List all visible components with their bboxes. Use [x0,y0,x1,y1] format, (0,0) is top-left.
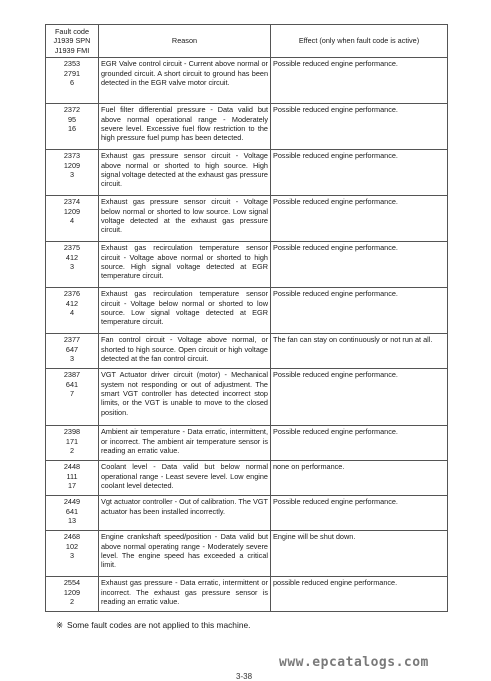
fmi-code: 2 [69,597,75,607]
fault-code-cell [46,58,99,104]
spn-code: 1209 [63,587,81,597]
spn-code: 641 [65,379,79,389]
fault-code-table [45,24,448,612]
header-reason: Reason [99,25,271,58]
fault-code-cell [46,334,99,369]
table-row [46,104,448,150]
effect-cell: Engine will be shut down. [271,531,448,577]
header-fault-code: Fault code J1939 SPN J1939 FMI [46,25,99,58]
fault-code: 2377 [63,335,81,345]
fault-code: 2373 [63,151,81,161]
fmi-code: 3 [69,262,75,272]
fmi-code: 17 [67,481,77,491]
table-row [46,496,448,531]
fmi-code: 4 [69,216,75,226]
note-text: Some fault codes are not applied to this machine. [67,620,251,630]
reason-cell: Exhaust gas recirculation temperature sensor circuit - Voltage below normal or shorted to low source. Low signal voltage detected at EGR temperature circuit. [99,288,271,334]
effect-cell: none on performance. [271,461,448,496]
effect-cell: possible reduced engine performance. [271,577,448,612]
fmi-code: 3 [69,354,75,364]
fault-code-cell [46,242,99,288]
fault-code-cell [46,531,99,577]
spn-code: 1209 [63,160,81,170]
fault-code-cell [46,577,99,612]
page-number: 3-38 [236,672,253,681]
table-row [46,531,448,577]
fault-code-cell [46,288,99,334]
spn-code: 2791 [63,68,81,78]
effect-cell: Possible reduced engine performance. [271,242,448,288]
fault-code-cell [46,426,99,461]
reason-cell: Exhaust gas pressure sensor circuit - Voltage above normal or shorted to high source. High signal voltage detected at the exhaust gas pressure circuit. [99,150,271,196]
reason-cell: Exhaust gas recirculation temperature sensor circuit - Voltage above normal or shorted to high source. High signal voltage detected at EGR temperature circuit. [99,242,271,288]
reason-cell: Fan control circuit - Voltage above normal, or shorted to high source. Open circuit or high voltage detected at the fan control circuit. [99,334,271,369]
fault-code: 2449 [63,497,81,507]
fault-code: 2376 [63,289,81,299]
fault-code-cell [46,461,99,496]
reason-cell: Fuel filter differential pressure - Data valid but above normal operational range - Moderately severe level. Excessive fuel flow restriction to the high pressure fuel pump has been detected. [99,104,271,150]
fault-code: 2554 [63,578,81,588]
spn-code: 171 [65,436,79,446]
effect-cell: Possible reduced engine performance. [271,150,448,196]
reason-cell: Ambient air temperature - Data erratic, intermittent, or incorrect. The ambient air temperature sensor is reading an erratic value. [99,426,271,461]
fault-code: 2398 [63,427,81,437]
table-row [46,150,448,196]
spn-code: 412 [65,252,79,262]
spn-code: 641 [65,506,79,516]
header-effect: Effect (only when fault code is active) [271,25,448,58]
fault-code: 2375 [63,243,81,253]
reason-cell: VGT Actuator driver circuit (motor) - Mechanical system not responding or out of adjustment. The smart VGT controller has detected incorrect stop limits, or the VGT is unable to move to the closed position. [99,369,271,426]
reason-cell: Exhaust gas pressure - Data erratic, intermittent or incorrect. The exhaust gas pressure sensor is reading an erratic value. [99,577,271,612]
fault-code: 2448 [63,462,81,472]
fault-code: 2468 [63,532,81,542]
effect-cell: The fan can stay on continuously or not run at all. [271,334,448,369]
reason-cell: Vgt actuator controller - Out of calibration. The VGT actuator has been installed incorrectly. [99,496,271,531]
fmi-code: 2 [69,446,75,456]
reason-cell: EGR Valve control circuit - Current above normal or grounded circuit. A short circuit to ground has been detected in the EGR valve motor circuit. [99,58,271,104]
fault-code: 2387 [63,370,81,380]
fmi-code: 16 [67,124,77,134]
fault-code-cell [46,150,99,196]
footnote [56,620,250,630]
table-row [46,426,448,461]
effect-cell: Possible reduced engine performance. [271,369,448,426]
table-row [46,369,448,426]
spn-code: 111 [66,471,78,481]
table-row [46,334,448,369]
spn-code: 647 [65,344,79,354]
spn-code: 412 [65,298,79,308]
fault-code: 2353 [63,59,81,69]
spn-code: 102 [65,541,79,551]
table-row [46,288,448,334]
effect-cell: Possible reduced engine performance. [271,58,448,104]
fmi-code: 3 [69,551,75,561]
fault-code-cell [46,496,99,531]
table-header-row [46,25,448,58]
spn-code: 1209 [63,206,81,216]
fault-code: 2372 [63,105,81,115]
fault-code-cell [46,104,99,150]
fault-code-cell [46,369,99,426]
fmi-code: 13 [67,516,77,526]
table-row [46,196,448,242]
table-row [46,461,448,496]
fault-code-cell [46,196,99,242]
fmi-code: 4 [69,308,75,318]
effect-cell: Possible reduced engine performance. [271,496,448,531]
reason-cell: Exhaust gas pressure sensor circuit - Voltage below normal or shorted to low source. Low signal voltage detected at the exhaust gas pressure circuit. [99,196,271,242]
effect-cell: Possible reduced engine performance. [271,196,448,242]
spn-code: 95 [67,114,77,124]
fmi-code: 7 [69,389,75,399]
table-row [46,58,448,104]
reason-cell: Coolant level - Data valid but below normal operational range - Least severe level. Low engine coolant level detected. [99,461,271,496]
watermark-text: www.epcatalogs.com [279,655,429,670]
reason-cell: Engine crankshaft speed/position - Data valid but above normal operating range - Moderately severe level. The engine speed has exceeded a critical limit. [99,531,271,577]
effect-cell: Possible reduced engine performance. [271,426,448,461]
fault-code: 2374 [63,197,81,207]
note-symbol: ※ [56,620,64,630]
effect-cell: Possible reduced engine performance. [271,288,448,334]
table-row [46,577,448,612]
effect-cell: Possible reduced engine performance. [271,104,448,150]
table-row [46,242,448,288]
fmi-code: 6 [69,78,75,88]
fmi-code: 3 [69,170,75,180]
